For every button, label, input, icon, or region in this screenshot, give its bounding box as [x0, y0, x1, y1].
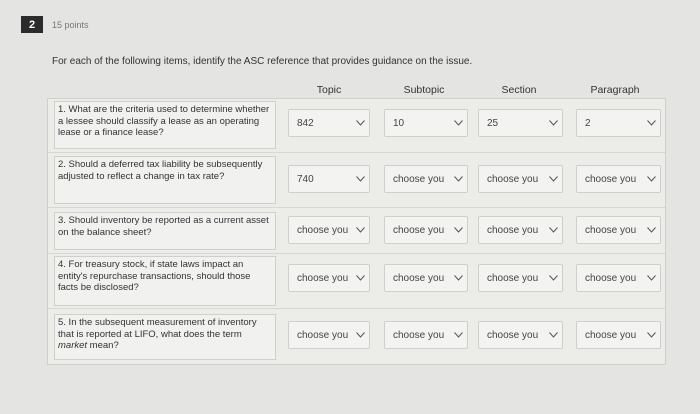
table-row	[48, 309, 665, 364]
topic-select[interactable]: choose you	[288, 264, 370, 292]
chevron-down-icon	[449, 322, 467, 348]
chevron-down-icon	[544, 265, 562, 291]
paragraph-select[interactable]: choose you	[576, 264, 661, 292]
table-row	[48, 254, 665, 309]
topic-select[interactable]: 740	[288, 165, 370, 193]
subtopic-select[interactable]: 10	[384, 109, 468, 137]
subtopic-select[interactable]: choose you	[384, 264, 468, 292]
header-subtopic: Subtopic	[403, 84, 445, 96]
paragraph-select[interactable]: choose you	[576, 216, 661, 244]
chevron-down-icon	[544, 322, 562, 348]
paragraph-select[interactable]: choose you	[576, 165, 661, 193]
paragraph-select[interactable]: 2	[576, 109, 661, 137]
table-row	[48, 208, 665, 254]
table-row	[48, 153, 665, 208]
chevron-down-icon	[351, 265, 369, 291]
header-paragraph: Paragraph	[590, 84, 640, 96]
answer-grid	[47, 98, 666, 365]
question-number-badge: 2	[21, 16, 43, 33]
chevron-down-icon	[449, 265, 467, 291]
section-select[interactable]: choose you	[478, 321, 563, 349]
header-section: Section	[501, 84, 537, 96]
paragraph-select[interactable]: choose you	[576, 321, 661, 349]
chevron-down-icon	[544, 217, 562, 243]
section-select[interactable]: choose you	[478, 165, 563, 193]
chevron-down-icon	[449, 217, 467, 243]
chevron-down-icon	[642, 322, 660, 348]
chevron-down-icon	[351, 322, 369, 348]
chevron-down-icon	[351, 217, 369, 243]
subtopic-select[interactable]: choose you	[384, 165, 468, 193]
section-select[interactable]: choose you	[478, 216, 563, 244]
points-label: 15 points	[52, 20, 89, 30]
topic-select[interactable]: 842	[288, 109, 370, 137]
chevron-down-icon	[642, 110, 660, 136]
instructions-text: For each of the following items, identify the ASC reference that provides guidance on the issue.	[52, 56, 473, 67]
question-text: 3. Should inventory be reported as a current asset on the balance sheet?	[54, 212, 276, 250]
chevron-down-icon	[449, 166, 467, 192]
section-select[interactable]: choose you	[478, 264, 563, 292]
chevron-down-icon	[642, 265, 660, 291]
chevron-down-icon	[642, 166, 660, 192]
question-text: 2. Should a deferred tax liability be subsequently adjusted to reflect a change in tax rate?	[54, 156, 276, 204]
question-text: 1. What are the criteria used to determine whether a lessee should classify a lease as an operating lease or a finance lease?	[54, 101, 276, 149]
chevron-down-icon	[351, 110, 369, 136]
table-row	[48, 99, 665, 153]
question-text: 4. For treasury stock, if state laws impact an entity's repurchase transactions, should those facts be disclosed?	[54, 256, 276, 306]
header-topic: Topic	[316, 84, 342, 96]
section-select[interactable]: 25	[478, 109, 563, 137]
subtopic-select[interactable]: choose you	[384, 216, 468, 244]
topic-select[interactable]: choose you	[288, 321, 370, 349]
chevron-down-icon	[544, 110, 562, 136]
chevron-down-icon	[544, 166, 562, 192]
chevron-down-icon	[642, 217, 660, 243]
topic-select[interactable]: choose you	[288, 216, 370, 244]
chevron-down-icon	[351, 166, 369, 192]
subtopic-select[interactable]: choose you	[384, 321, 468, 349]
question-text: 5. In the subsequent measurement of inventory that is reported at LIFO, what does the term market mean?	[54, 314, 276, 360]
chevron-down-icon	[449, 110, 467, 136]
